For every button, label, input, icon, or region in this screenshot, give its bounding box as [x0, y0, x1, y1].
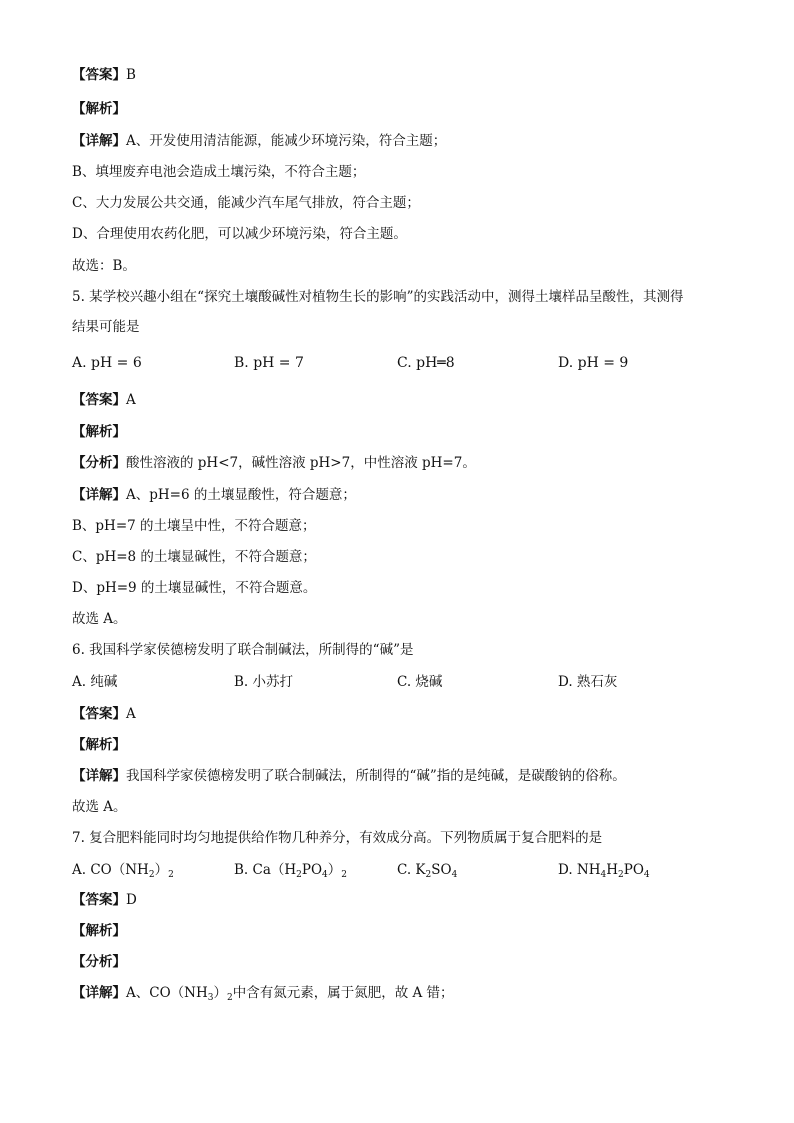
detail-text: A、pH=6 的土壤显酸性，符合题意；	[126, 487, 356, 503]
q5-answer-line	[72, 391, 734, 409]
q5-line-d: D、pH=9 的土壤显碱性，不符合题意。	[72, 580, 317, 596]
detail-text: 我国科学家侯德榜发明了联合制碱法，所制得的“碱”指的是纯碱，是碳酸钠的俗称。	[126, 768, 626, 784]
q7-option-b: B. $Ca(H_2PO_4)_2$	[234, 862, 348, 880]
q5-analysis-line	[72, 454, 734, 472]
q7-option-d: D. $NH_4H_2PO_4$	[558, 862, 650, 880]
q5-option-b: B. pH = 7	[234, 355, 304, 371]
answer-value: D	[126, 892, 137, 908]
q6-option-b: B. 小苏打	[234, 674, 294, 690]
answer-value: A	[126, 706, 136, 722]
q7-stem: 7. 复合肥料能同时均匀地提供给作物几种养分，有效成分高。下列物质属于复合肥料的是	[72, 830, 603, 846]
q6-stem: 6. 我国科学家侯德榜发明了联合制碱法，所制得的“碱”是	[72, 642, 414, 658]
q5-stem-line2: 结果可能是	[72, 319, 140, 335]
q4-analysis-tag	[72, 100, 734, 118]
q5-option-a: A. pH = 6	[72, 355, 142, 371]
q7-option-c: C. $K_2SO_4$	[397, 862, 458, 880]
q6-analysis-tag	[72, 736, 734, 754]
q5-analysis-tag	[72, 423, 734, 441]
q5-conclusion: 故选 A。	[72, 611, 127, 627]
q6-detail-line	[72, 767, 734, 785]
q7-detail-line: 【详解】A、$CO(NH_3)_2$中含有氮元素，属于氮肥，故 A 错；	[72, 985, 454, 1003]
q5-line-c: C、pH=8 的土壤显碱性，不符合题意；	[72, 549, 316, 565]
analysis-tag: 【解析】	[72, 737, 126, 753]
q5-detail-line	[72, 486, 734, 504]
q6-conclusion: 故选 A。	[72, 799, 127, 815]
q6-option-d: D. 熟石灰	[558, 674, 618, 690]
detail-text: A、开发使用清洁能源，能减少环境污染，符合主题；	[126, 133, 447, 149]
q7-analysis-tag	[72, 922, 734, 940]
detail-tag: 【详解】	[72, 133, 126, 149]
analysis-tag: 【解析】	[72, 923, 126, 939]
analysis-tag: 【解析】	[72, 424, 126, 440]
q7-answer-line	[72, 891, 734, 909]
q4-line-b: B、填埋废弃电池会造成土壤污染，不符合主题；	[72, 164, 366, 180]
q6-answer-line	[72, 705, 734, 723]
answer-tag: 【答案】	[72, 892, 126, 908]
q7-option-a: A. $CO(NH_2)_2$	[72, 862, 174, 880]
q5-line-b: B、pH=7 的土壤呈中性，不符合题意；	[72, 518, 316, 534]
analysis-text: 酸性溶液的 pH<7，碱性溶液 pH>7，中性溶液 pH=7。	[126, 455, 476, 471]
q4-answer-line	[72, 66, 734, 84]
q5-option-c: C. pH═8	[397, 355, 455, 371]
q6-option-c: C. 烧碱	[397, 674, 443, 690]
q5-stem-line1: 5. 某学校兴趣小组在“探究土壤酸碱性对植物生长的影响”的实践活动中，测得土壤样品呈酸性，其测得	[72, 289, 684, 305]
q5-option-d: D. pH = 9	[558, 355, 629, 371]
q4-line-c: C、大力发展公共交通，能减少汽车尾气排放，符合主题；	[72, 195, 420, 211]
analysis2-tag: 【分析】	[72, 455, 126, 471]
q6-option-a: A. 纯碱	[72, 674, 118, 690]
analysis2-tag: 【分析】	[72, 954, 126, 970]
answer-tag: 【答案】	[72, 706, 126, 722]
answer-tag: 【答案】	[72, 392, 126, 408]
answer-tag: 【答案】	[72, 67, 126, 83]
analysis-tag: 【解析】	[72, 101, 126, 117]
detail-tag: 【详解】	[72, 768, 126, 784]
q7-analysis2-tag	[72, 953, 734, 971]
q4-line-d: D、合理使用农药化肥，可以减少环境污染，符合主题。	[72, 226, 407, 242]
q4-detail-line	[72, 132, 734, 150]
answer-value: B	[126, 67, 136, 83]
q4-conclusion: 故选：B。	[72, 258, 136, 274]
answer-value: A	[126, 392, 136, 408]
detail-tag: 【详解】	[72, 487, 126, 503]
detail-tag: 【详解】	[72, 985, 126, 1001]
